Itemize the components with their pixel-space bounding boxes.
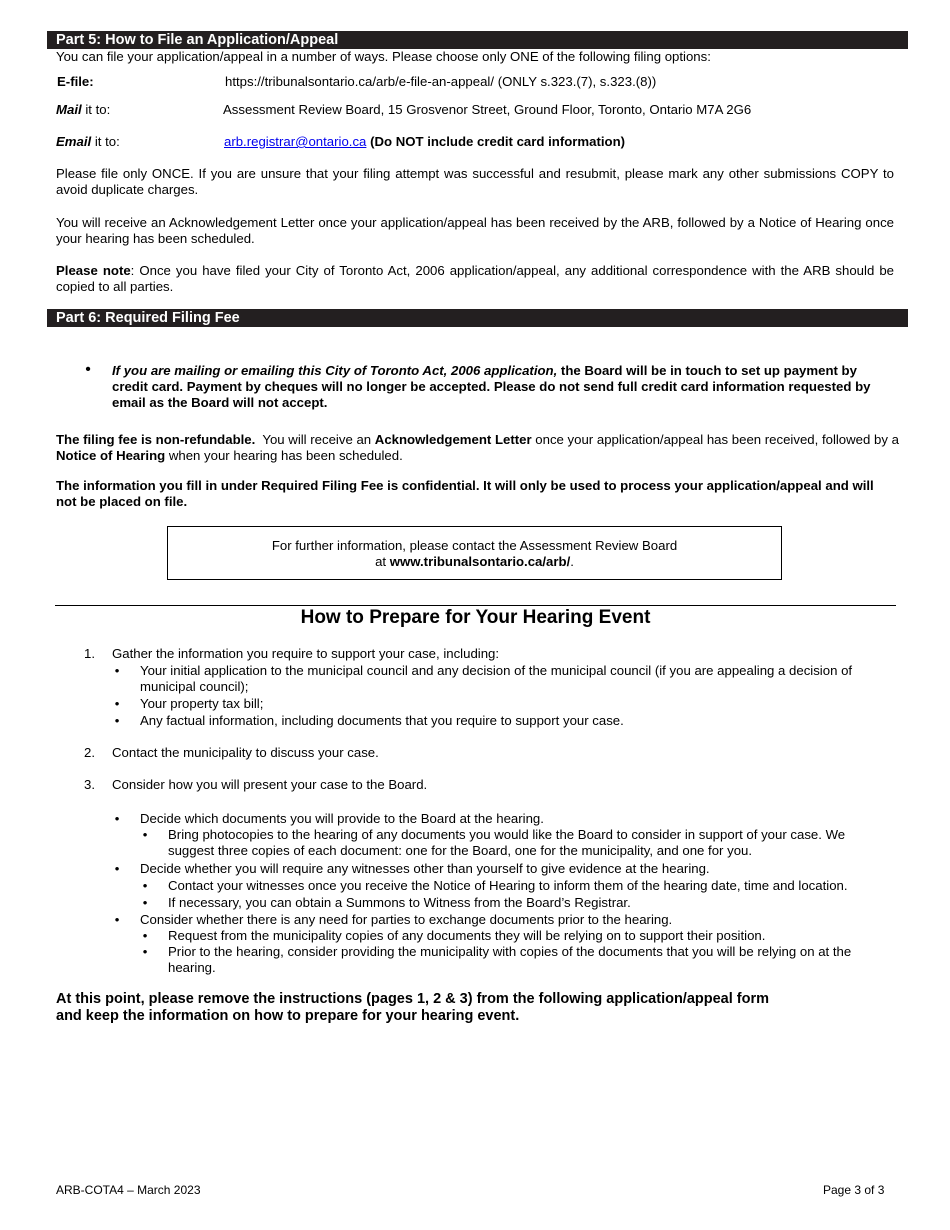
summons-item: If necessary, you can obtain a Summons to Witness from the Board’s Registrar. — [168, 895, 631, 910]
mail-label-bold: Mail — [56, 102, 82, 117]
request-copies: Request from the municipality copies of any documents they will be relying on to support their position. — [168, 928, 766, 943]
bullet-dot: • — [142, 928, 148, 943]
prepare-title: How to Prepare for Your Hearing Event — [300, 607, 651, 628]
efile-value: https://tribunalsontario.ca/arb/e-file-an-appeal/ (ONLY s.323.(7), s.323.(8)) — [225, 74, 657, 89]
step1-bullet: Any factual information, including documents that you require to support your case. — [140, 713, 624, 728]
part5-header: Part 5: How to File an Application/Appeal — [47, 31, 908, 49]
mail-label-rest: it to: — [81, 102, 111, 117]
step1-bullet: Your property tax bill; — [140, 696, 264, 711]
email-link[interactable]: arb.registrar@ontario.ca — [224, 134, 367, 149]
bullet-dot: • — [114, 696, 120, 711]
fee-ack-letter: Acknowledgement Letter — [374, 432, 532, 447]
further-info-at: at — [375, 554, 390, 569]
please-note-paragraph — [56, 263, 894, 295]
step1-bullet: Your initial application to the municipal council and any decision of the municipal council (if you are appealing a decision of municipal council); — [140, 663, 853, 694]
step2-text: Contact the municipality to discuss your case. — [112, 745, 379, 760]
step3-text: Consider how you will present your case to the Board. — [112, 777, 428, 792]
bullet-dot: • — [85, 361, 91, 378]
closing-instruction-line2: and keep the information on how to prepare for your hearing event. — [56, 1008, 520, 1024]
bullet-dot: • — [114, 663, 120, 678]
decide-documents: Decide which documents you will provide to the Board at the hearing. — [140, 811, 544, 826]
closing-instruction-line1: At this point, please remove the instructions (pages 1, 2 & 3) from the following application/appeal form — [56, 991, 770, 1007]
photocopies-item: Bring photocopies to the hearing of any documents you would like the Board to consider in support of your case. We suggest three copies of each document: one for the Board, one for the municipality, and one for you. — [168, 827, 846, 858]
mail-address: Assessment Review Board, 15 Grosvenor Street, Ground Floor, Toronto, Ontario M7A 2G6 — [223, 102, 752, 117]
fee-text-3: when your hearing has been scheduled. — [165, 448, 403, 463]
further-info-box — [167, 526, 782, 580]
step3-number: 3. — [84, 777, 95, 792]
fee-text-2: once your application/appeal has been received, followed by a — [531, 432, 899, 447]
part6-header: Part 6: Required Filing Fee — [47, 309, 908, 327]
efile-label: E-file: — [57, 74, 94, 89]
consider-exchange: Consider whether there is any need for parties to exchange documents prior to the hearing. — [140, 912, 673, 927]
email-label-bold: Email — [56, 134, 92, 149]
email-label-rest: it to: — [91, 134, 120, 149]
please-note-label: Please note — [56, 263, 131, 278]
bullet-dot: • — [114, 861, 120, 876]
mail-label — [56, 102, 110, 118]
payment-bullet-text: the Board will be in touch to set up payment by credit card. Payment by cheques will no longer be accepted. Please do not send full credit card information requested by email as the Board will not accept. — [112, 363, 871, 410]
footer-form-id: ARB-COTA4 – March 2023 — [56, 1183, 201, 1197]
prior-to-hearing: Prior to the hearing, consider providing the municipality with copies of the documents that you will be relying on at the hearing. — [168, 944, 852, 975]
fee-nonrefundable: The filing fee is non-refundable. — [56, 432, 256, 447]
email-label — [56, 134, 120, 150]
part5-intro: You can file your application/appeal in a number of ways. Please choose only ONE of the following filing options: — [56, 49, 711, 64]
further-info-end: . — [570, 554, 574, 569]
further-info-line2 — [168, 554, 781, 570]
confidential-paragraph: The information you fill in under Required Filing Fee is confidential. It will only be used to process your application/appeal and will not be placed on file. — [56, 478, 874, 509]
email-value — [224, 134, 625, 150]
bullet-dot: • — [142, 944, 148, 959]
payment-bullet-italic: If you are mailing or emailing this City of Toronto Act, 2006 application, — [112, 363, 558, 378]
fee-text-1: You will receive an — [255, 432, 375, 447]
filing-fee-paragraph — [56, 432, 906, 464]
bullet-dot: • — [114, 811, 120, 826]
bullet-dot: • — [142, 827, 148, 842]
step1-number: 1. — [84, 646, 95, 661]
contact-witnesses: Contact your witnesses once you receive the Notice of Hearing to inform them of the hearing date, time and location. — [168, 878, 848, 893]
fee-notice-hearing: Notice of Hearing — [56, 448, 166, 463]
bullet-dot: • — [142, 878, 148, 893]
further-info-line1: For further information, please contact the Assessment Review Board — [271, 538, 678, 553]
bullet-dot: • — [142, 895, 148, 910]
footer-page-number: Page 3 of 3 — [823, 1183, 885, 1197]
bullet-dot: • — [114, 713, 120, 728]
email-note: (Do NOT include credit card information) — [370, 134, 626, 149]
payment-bullet — [112, 363, 887, 411]
file-once-paragraph: Please file only ONCE. If you are unsure that your filing attempt was successful and resubmit, please mark any other submissions COPY to avoid duplicate charges. — [56, 166, 894, 197]
please-note-text: : Once you have filed your City of Toronto Act, 2006 application/appeal, any additional correspondence with the ARB should be copied to all parties. — [56, 263, 894, 294]
acknowledgement-paragraph: You will receive an Acknowledgement Letter once your application/appeal has been received by the ARB, followed by a Notice of Hearing once your hearing has been scheduled. — [56, 215, 894, 246]
bullet-dot: • — [114, 912, 120, 927]
decide-witnesses: Decide whether you will require any witnesses other than yourself to give evidence at the hearing. — [140, 861, 710, 876]
further-info-url: www.tribunalsontario.ca/arb/ — [389, 554, 571, 569]
step2-number: 2. — [84, 745, 95, 760]
step1-text: Gather the information you require to support your case, including: — [112, 646, 500, 661]
